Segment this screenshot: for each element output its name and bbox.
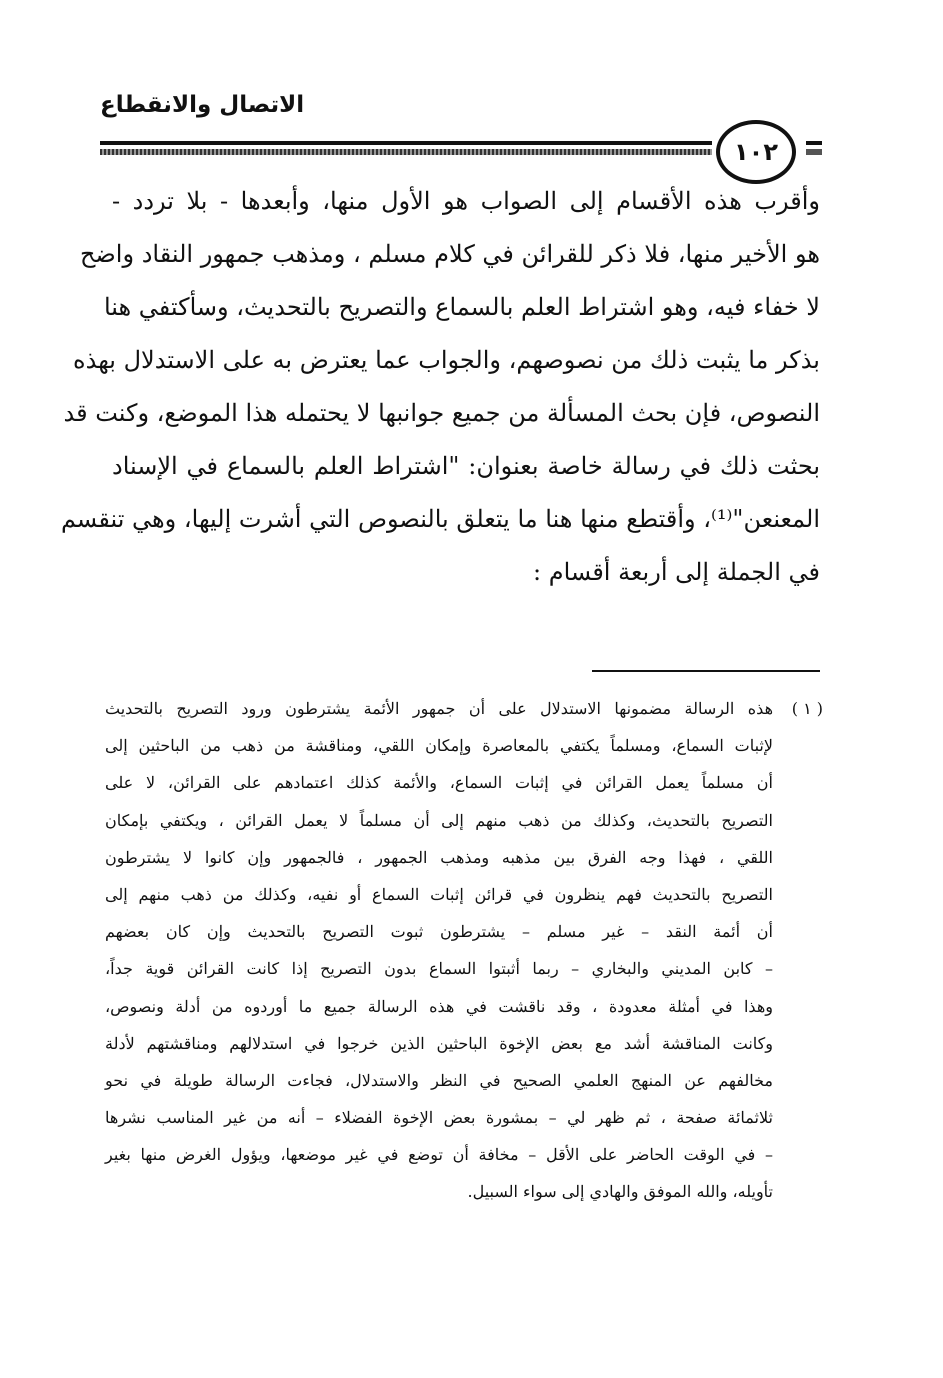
footnote-line: وهذا في أمثلة معدودة ، وقد ناقشت في هذه الرسالة جميع ما أوردوه من أدلة ونصوص،: [105, 996, 773, 1016]
body-line: لا خفاء فيه، وهو اشتراط العلم بالسماع والتصريح بالتحديث، وسأكتفي هنا: [103, 293, 820, 321]
footnote-line: – في الوقت الحاضر على الأقل – مخافة أن توضع في غير موضعها، ويؤول الغرض منها بغير: [105, 1145, 773, 1165]
page-number-text: ١٠٢: [734, 138, 778, 166]
header-rule-hatched: [100, 149, 712, 155]
footnote-line: وكانت المناقشة أشد مع بعض الإخوة الباحثين الذين خرجوا في استدلالهم ومناقشتهم لأدلة: [105, 1033, 773, 1053]
body-line: النصوص، فإن بحث المسألة من جميع جوانبها لا يحتمله هذا الموضع، وكنت قد: [63, 399, 820, 427]
header-rule-right-hatched: [806, 149, 822, 155]
body-line: في الجملة إلى أربعة أقسام :: [533, 558, 820, 586]
body-line: بحثت ذلك في رسالة خاصة بعنوان: "اشتراط العلم بالسماع في الإسناد: [112, 452, 820, 480]
footnote-separator: [592, 670, 820, 672]
body-text: [60, 175, 820, 599]
body-line: المعنعن"⁽¹⁾، وأقتطع منها هنا ما يتعلق بالنصوص التي أشرت إليها، وهي تنقسم: [60, 505, 820, 533]
header-rule-right: [806, 141, 822, 145]
footnote-line: تأويله، والله الموفق والهادي إلى سواء السبيل.: [467, 1182, 773, 1202]
body-line: وأقرب هذه الأقسام إلى الصواب هو الأول منها، وأبعدها - بلا تردد -: [112, 187, 820, 215]
body-line: هو الأخير منها، فلا ذكر للقرائن في كلام مسلم ، ومذهب جمهور النقاد واضح: [79, 240, 820, 268]
footnote: [105, 690, 823, 1211]
footnote-marker: ( ١ ): [791, 699, 823, 718]
body-line: بذكر ما يثبت ذلك من نصوصهم، والجواب عما يعترض به على الاستدلال بهذه: [73, 346, 820, 374]
header-rule: [100, 141, 712, 145]
footnote-line: أن أئمة النقد – غير مسلم – يشترطون ثبوت التصريح بالتحديث وإن كان بعضهم: [105, 922, 773, 942]
footnote-line: مخالفهم عن المنهج العلمي الصحيح في النظر والاستدلال، فجاءت الرسالة طويلة في نحو: [105, 1070, 773, 1090]
footnote-line: التصريح بالتحديث، وكذلك من ذهب منهم إلى أن مسلماً لا يعمل القرائن ، ويكتفي بإمكان: [105, 810, 773, 830]
footnote-line: لإثبات السماع، ومسلماً يكتفي بالمعاصرة وإمكان اللقي، ومناقشة من ذهب من الباحثين إلى: [105, 736, 773, 756]
footnote-line: ثلاثمائة صفحة ، ثم ظهر لي – بمشورة بعض الإخوة الفضلاء – أنه من غير المناسب نشرها: [105, 1108, 773, 1128]
footnote-line: أن مسلماً يعمل القرائن في إثبات السماع، والأئمة كذلك اعتمادهم على القرائن، لا على: [105, 773, 774, 793]
footnote-line: التصريح بالتحديث فهم ينظرون في قرائن إثبات السماع أو نفيه، وكذلك من ذهب منهم إلى: [105, 884, 773, 904]
running-title: الاتصال والانقطاع: [100, 92, 305, 118]
footnote-line: – كابن المديني والبخاري – ربما أثبتوا السماع بدون التصريح إذا كانت القرائن قوية جداً،: [105, 959, 773, 979]
footnote-line: اللقي ، فهذا وجه الفرق بين مذهبه ومذهب الجمهور ، فالجمهور وإن كانوا لا يشترطون: [105, 847, 773, 867]
footnote-line: هذه الرسالة مضمونها الاستدلال على أن جمهور الأئمة يشترطون ورود التصريح بالتحديث: [105, 699, 773, 718]
